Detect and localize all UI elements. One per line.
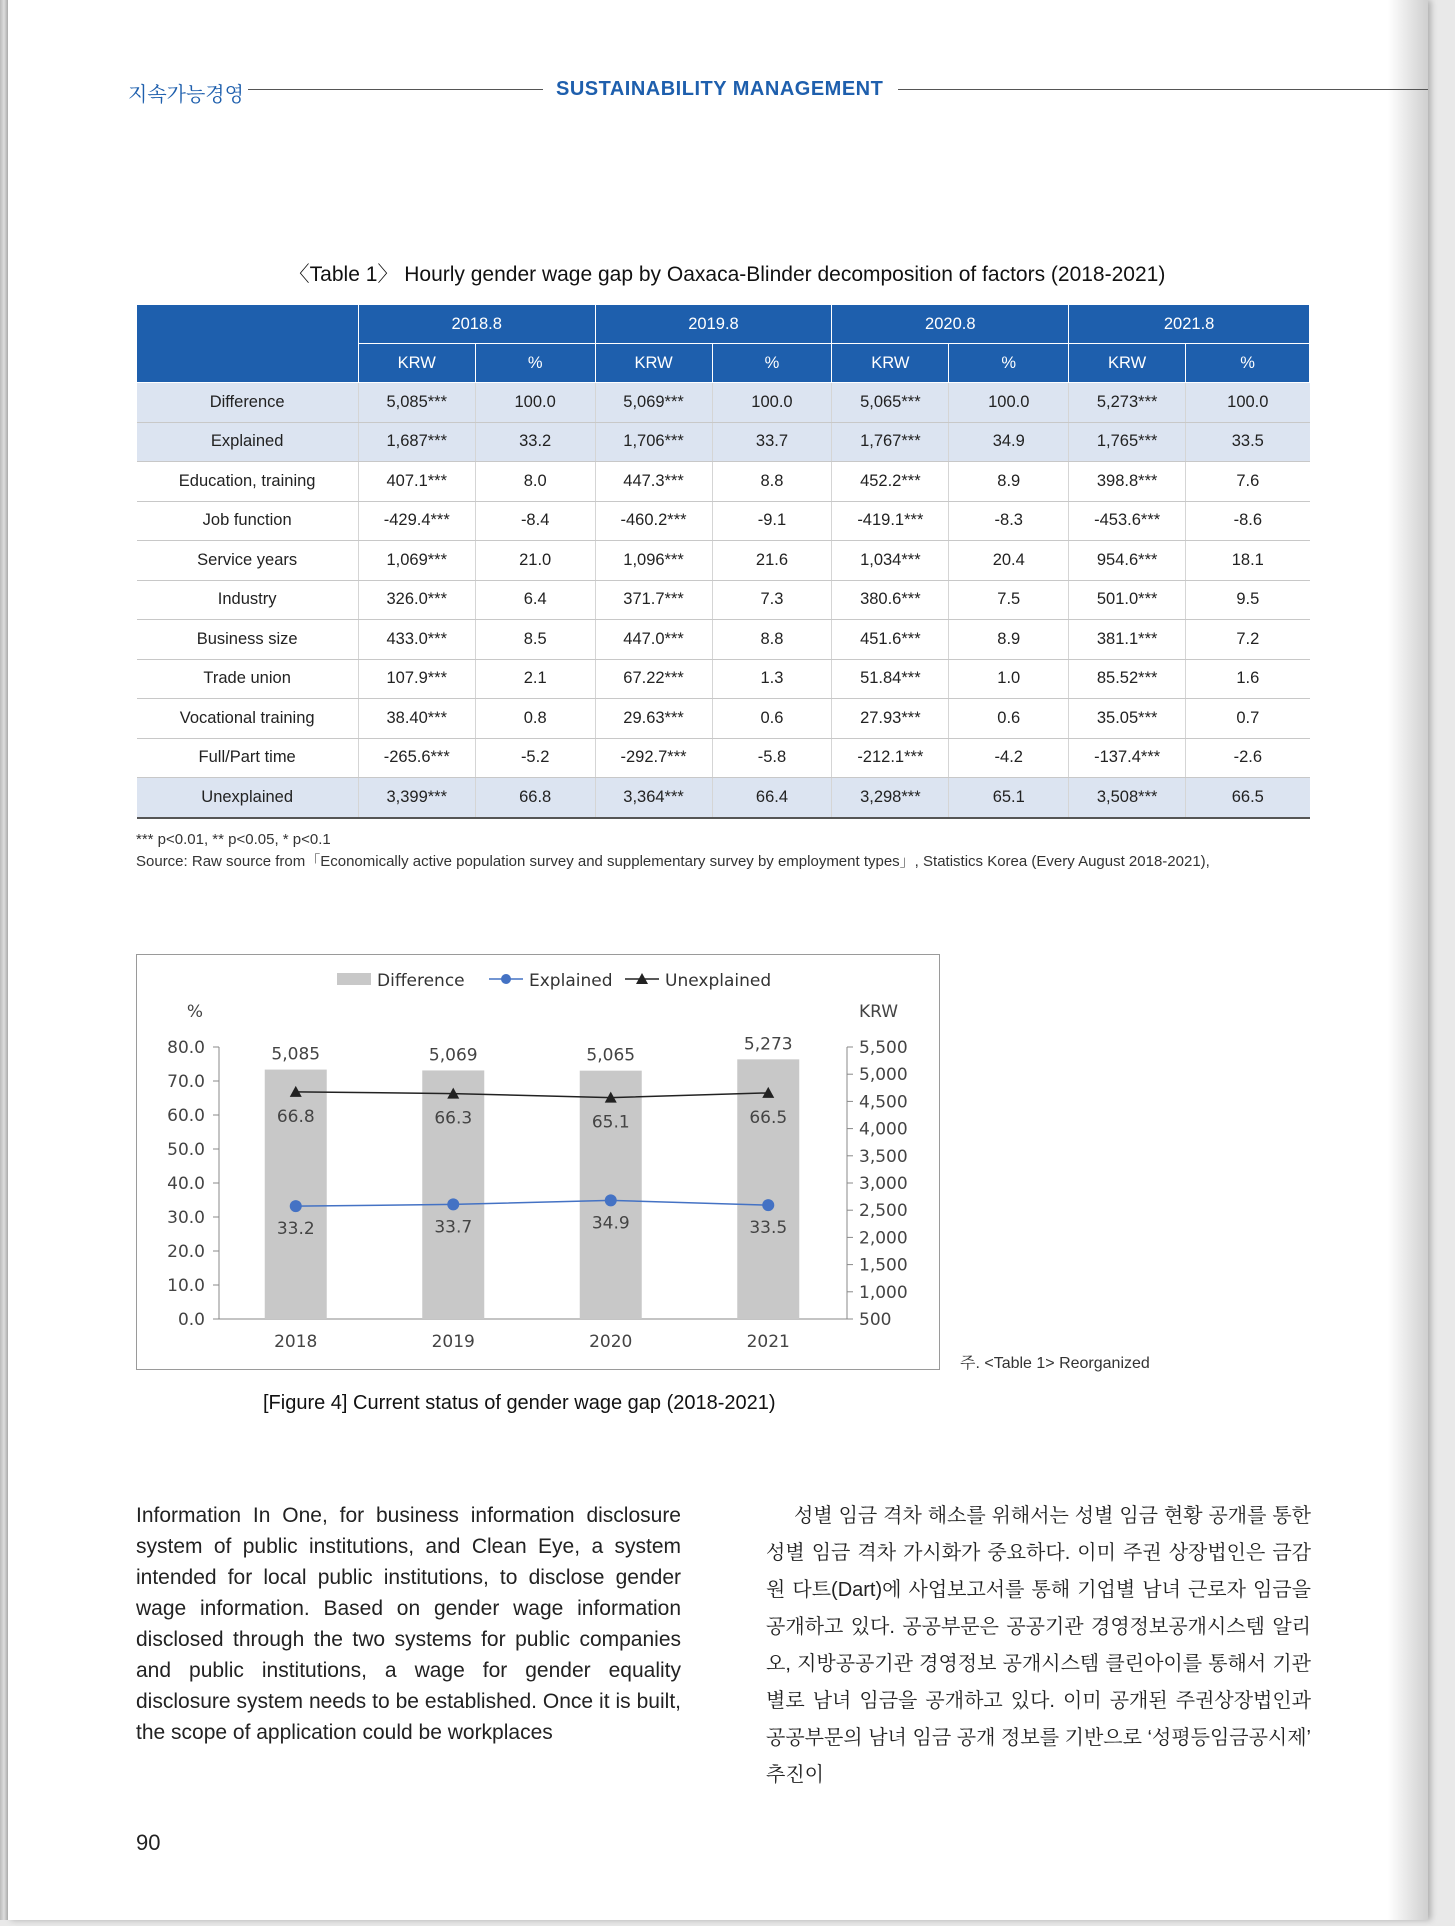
x-tick-label: 2020 [589, 1332, 633, 1352]
unexplained-data-label: 66.5 [749, 1107, 788, 1128]
left-tick-label: 70.0 [167, 1072, 205, 1092]
table-cell: -5.2 [475, 738, 595, 778]
difference-bar-label: 5,085 [271, 1044, 321, 1065]
table-cell: 100.0 [1186, 383, 1310, 423]
unit-header: KRW [1069, 344, 1186, 383]
row-label: Trade union [137, 659, 359, 699]
row-label: Job function [137, 501, 359, 541]
table-cell: 35.05*** [1069, 699, 1186, 739]
header-section-korean: 지속가능경영 [128, 84, 244, 106]
table-cell: 398.8*** [1069, 462, 1186, 502]
right-axis-unit-label: KRW [859, 1002, 899, 1022]
table-cell: 21.0 [475, 541, 595, 581]
legend-unexplained-label: Unexplained [665, 971, 772, 991]
table-cell: 380.6*** [832, 580, 949, 620]
left-tick-label: 40.0 [167, 1174, 205, 1194]
chart-note: 주. <Table 1> Reorganized [960, 1355, 1150, 1372]
body-column-english [136, 1500, 681, 1748]
table-cell: 18.1 [1186, 541, 1310, 581]
table-row [137, 778, 1310, 818]
year-header: 2020.8 [832, 305, 1069, 344]
table-cell: 100.0 [712, 383, 832, 423]
unit-header: % [475, 344, 595, 383]
left-axis-unit-label: % [186, 1002, 204, 1022]
table-cell: 27.93*** [832, 699, 949, 739]
explained-data-label: 33.2 [276, 1219, 315, 1240]
difference-bar-label: 5,273 [743, 1034, 793, 1055]
table-cell: 7.6 [1186, 462, 1310, 502]
table-cell: 107.9*** [358, 659, 475, 699]
row-label: Education, training [137, 462, 359, 502]
table-cell: 5,085*** [358, 383, 475, 423]
table-cell: 1,706*** [595, 422, 712, 462]
figure-caption: [Figure 4] Current status of gender wage gap (2018-2021) [263, 1392, 776, 1414]
table-cell: -2.6 [1186, 738, 1310, 778]
table-notes [136, 829, 1308, 873]
table-cell: 100.0 [475, 383, 595, 423]
left-tick-label: 30.0 [167, 1208, 205, 1228]
table-cell: 9.5 [1186, 580, 1310, 620]
table-cell: -212.1*** [832, 738, 949, 778]
table-cell: 33.7 [712, 422, 832, 462]
table-cell: 5,069*** [595, 383, 712, 423]
table-cell: 33.2 [475, 422, 595, 462]
left-tick-label: 0.0 [177, 1310, 205, 1330]
source-note: Source: Raw source from「Economically active population survey and supplementary survey by employment types」, Statistics Korea (Every August 2018-2021), [136, 853, 1210, 870]
table-cell: 3,364*** [595, 778, 712, 818]
table-cell: 3,298*** [832, 778, 949, 818]
legend-explained-marker [501, 974, 511, 984]
table-cell: 8.0 [475, 462, 595, 502]
table-cell: 0.6 [712, 699, 832, 739]
year-header: 2021.8 [1069, 305, 1310, 344]
table-cell: 7.2 [1186, 620, 1310, 660]
table-cell: 3,399*** [358, 778, 475, 818]
table-row [137, 541, 1310, 581]
table-cell: -292.7*** [595, 738, 712, 778]
table-row [137, 462, 1310, 502]
left-tick-label: 10.0 [167, 1276, 205, 1296]
table-cell: 66.4 [712, 778, 832, 818]
table-cell: -4.2 [949, 738, 1069, 778]
unit-header: KRW [595, 344, 712, 383]
table-cell: 1,069*** [358, 541, 475, 581]
table-cell: -429.4*** [358, 501, 475, 541]
right-tick-label: 5,000 [859, 1065, 908, 1086]
explained-data-label: 33.7 [434, 1217, 473, 1238]
table-cell: -453.6*** [1069, 501, 1186, 541]
table-cell: 85.52*** [1069, 659, 1186, 699]
table-cell: 3,508*** [1069, 778, 1186, 818]
table-cell: 1,687*** [358, 422, 475, 462]
table-cell: 1,765*** [1069, 422, 1186, 462]
x-tick-label: 2019 [431, 1332, 475, 1352]
table-row [137, 659, 1310, 699]
table-cell: 34.9 [949, 422, 1069, 462]
table-cell: 326.0*** [358, 580, 475, 620]
table-cell: 0.8 [475, 699, 595, 739]
table-cell: 1.6 [1186, 659, 1310, 699]
unit-header: KRW [358, 344, 475, 383]
wage-gap-table [136, 304, 1310, 819]
table-row [137, 580, 1310, 620]
unit-header: % [949, 344, 1069, 383]
table-cell: 451.6*** [832, 620, 949, 660]
table-cell: -419.1*** [832, 501, 949, 541]
unexplained-data-label: 66.3 [434, 1108, 473, 1129]
explained-point [290, 1200, 302, 1212]
table-cell: -460.2*** [595, 501, 712, 541]
table-cell: 33.5 [1186, 422, 1310, 462]
table-cell: 21.6 [712, 541, 832, 581]
book-spine-shadow [1388, 0, 1428, 1920]
right-tick-label: 3,000 [859, 1174, 908, 1194]
row-label: Vocational training [137, 699, 359, 739]
table-cell: 1.3 [712, 659, 832, 699]
table-cell: 7.5 [949, 580, 1069, 620]
right-tick-label: 500 [859, 1310, 892, 1330]
right-tick-label: 4,500 [859, 1092, 908, 1113]
table-row [137, 738, 1310, 778]
table-row [137, 383, 1310, 423]
table-cell: -9.1 [712, 501, 832, 541]
table-cell: 447.3*** [595, 462, 712, 502]
left-tick-label: 20.0 [167, 1242, 205, 1262]
difference-bar-label: 5,069 [428, 1045, 478, 1066]
table-title: 〈Table 1〉 Hourly gender wage gap by Oaxaca-Blinder decomposition of factors (2018-2021) [288, 263, 1166, 286]
header-rule-left [248, 89, 543, 90]
difference-bar-label: 5,065 [586, 1045, 636, 1066]
table-cell: 0.6 [949, 699, 1069, 739]
table-cell: 20.4 [949, 541, 1069, 581]
unexplained-data-label: 65.1 [591, 1112, 630, 1133]
header-section-english: SUSTAINABILITY MANAGEMENT [556, 78, 884, 100]
gender-wage-gap-chart [136, 954, 940, 1370]
unit-header: KRW [832, 344, 949, 383]
table-year-header-row [137, 305, 1310, 344]
explained-data-label: 34.9 [591, 1213, 630, 1234]
left-tick-label: 80.0 [167, 1038, 205, 1058]
explained-data-label: 33.5 [749, 1218, 788, 1239]
table-cell: -265.6*** [358, 738, 475, 778]
table-cell: 8.9 [949, 462, 1069, 502]
explained-point [762, 1199, 774, 1211]
table-cell: 1.0 [949, 659, 1069, 699]
table-cell: 1,096*** [595, 541, 712, 581]
row-label: Full/Part time [137, 738, 359, 778]
x-tick-label: 2021 [746, 1332, 790, 1352]
unit-header: % [1186, 344, 1310, 383]
table-cell: 452.2*** [832, 462, 949, 502]
table-cell: 100.0 [949, 383, 1069, 423]
table-cell: 371.7*** [595, 580, 712, 620]
table-cell: 65.1 [949, 778, 1069, 818]
right-tick-label: 5,500 [859, 1038, 908, 1058]
significance-note: *** p<0.01, ** p<0.05, * p<0.1 [136, 831, 331, 848]
table-cell: 407.1*** [358, 462, 475, 502]
explained-point [447, 1198, 459, 1210]
table-cell: 6.4 [475, 580, 595, 620]
table-cell: 67.22*** [595, 659, 712, 699]
right-tick-label: 1,000 [859, 1282, 908, 1303]
table-cell: 66.5 [1186, 778, 1310, 818]
legend-explained-label: Explained [529, 971, 613, 991]
legend-difference-swatch [337, 973, 371, 985]
table-row [137, 501, 1310, 541]
row-label: Service years [137, 541, 359, 581]
unexplained-data-label: 66.8 [276, 1106, 315, 1127]
table-cell: 954.6*** [1069, 541, 1186, 581]
right-tick-label: 2,500 [859, 1201, 908, 1222]
table-cell: -8.4 [475, 501, 595, 541]
right-tick-label: 2,000 [859, 1228, 908, 1249]
table-row [137, 422, 1310, 462]
left-tick-label: 60.0 [167, 1106, 205, 1126]
table-cell: 29.63*** [595, 699, 712, 739]
row-label: Unexplained [137, 778, 359, 818]
right-tick-label: 4,000 [859, 1119, 908, 1140]
table-cell: 5,065*** [832, 383, 949, 423]
explained-series-line [296, 1200, 769, 1206]
table-cell: 447.0*** [595, 620, 712, 660]
body-column-korean [766, 1498, 1311, 1794]
table-cell: 1,034*** [832, 541, 949, 581]
table-cell: 433.0*** [358, 620, 475, 660]
right-tick-label: 3,500 [859, 1146, 908, 1167]
year-header: 2018.8 [358, 305, 595, 344]
table-cell: 381.1*** [1069, 620, 1186, 660]
chart-svg [137, 955, 939, 1369]
table-cell: 7.3 [712, 580, 832, 620]
row-label: Industry [137, 580, 359, 620]
legend-difference-label: Difference [377, 971, 465, 991]
table-cell: 1,767*** [832, 422, 949, 462]
header-rule-right [898, 89, 1428, 90]
difference-bar [737, 1059, 799, 1319]
unexplained-series-line [296, 1092, 769, 1098]
table-cell: -8.6 [1186, 501, 1310, 541]
x-tick-label: 2018 [274, 1332, 318, 1352]
explained-point [605, 1194, 617, 1206]
body-paragraph-english: Information In One, for business information disclosure system of public institutions, and Clean Eye, a system intended for local public institutions, to disclose gender wage information. Based on gender wage information disclosed through the two systems for public companies and public institutions, a wage for gender equality disclosure system needs to be established. Once it is built, the scope of application could be workplaces [136, 1504, 681, 1744]
table-cell: 501.0*** [1069, 580, 1186, 620]
table-corner-cell [137, 305, 359, 383]
table-cell: 8.8 [712, 620, 832, 660]
table-cell: 8.8 [712, 462, 832, 502]
table-cell: -137.4*** [1069, 738, 1186, 778]
page-number: 90 [136, 1830, 161, 1855]
table-cell: 2.1 [475, 659, 595, 699]
row-label: Business size [137, 620, 359, 660]
table-cell: -8.3 [949, 501, 1069, 541]
table-body [137, 383, 1310, 818]
table-row [137, 620, 1310, 660]
table-cell: 66.8 [475, 778, 595, 818]
body-paragraph-korean: 성별 임금 격차 해소를 위해서는 성별 임금 현황 공개를 통한 성별 임금 격차 가시화가 중요하다. 이미 주권 상장법인은 금감원 다트(Dart)에 사업보고서를 통해 기업별 남녀 근로자 임금을 공개하고 있다. 공공부문은 공공기관 경영정보공개시스템 알리오, 지방공공기관 경영정보 공개시스템 클린아이를 통해서 기관별로 남녀 임금을 공개하고 있다. 이미 공개된 주권상장법인과 공공부문의 남녀 임금 공개 정보를 기반으로 ‘성평등임금공시제’ 추진이 [766, 1505, 1311, 1786]
document-page [8, 0, 1428, 1920]
row-label: Difference [137, 383, 359, 423]
table-cell: 38.40*** [358, 699, 475, 739]
table-cell: 51.84*** [832, 659, 949, 699]
row-label: Explained [137, 422, 359, 462]
table-row [137, 699, 1310, 739]
year-header: 2019.8 [595, 305, 832, 344]
right-tick-label: 1,500 [859, 1255, 908, 1276]
table-cell: 5,273*** [1069, 383, 1186, 423]
table-cell: 8.5 [475, 620, 595, 660]
left-tick-label: 50.0 [167, 1140, 205, 1160]
table-cell: -5.8 [712, 738, 832, 778]
unit-header: % [712, 344, 832, 383]
table-cell: 0.7 [1186, 699, 1310, 739]
table-cell: 8.9 [949, 620, 1069, 660]
